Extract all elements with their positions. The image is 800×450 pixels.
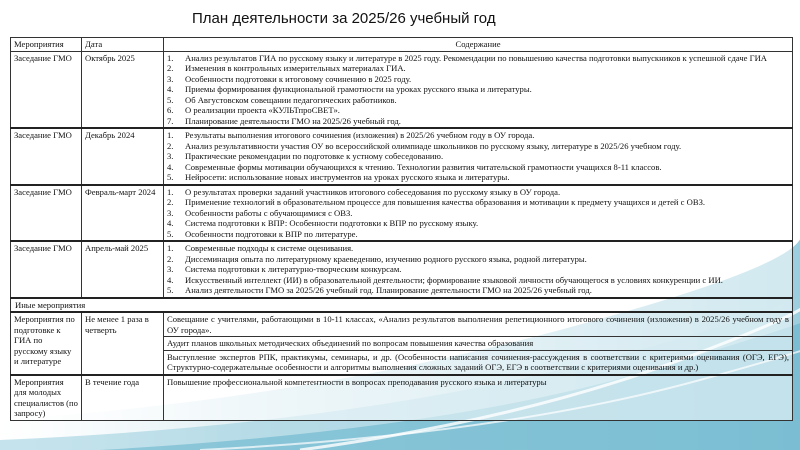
date-cell: Не менее 1 раза в четверть <box>82 312 164 375</box>
event-cell: Заседание ГМО <box>11 128 82 185</box>
other-row <box>11 375 793 421</box>
item-text: Анализ результатов ГИА по русскому языку и литературе в 2025 году. Рекомендации по повышению качества подготовки выпускников к успешной сдаче ГИА <box>185 52 767 63</box>
item-number: 6. <box>167 105 174 115</box>
item-number: 1. <box>167 52 174 63</box>
header-content: Содержание <box>164 38 793 52</box>
item-number: 4. <box>167 218 174 228</box>
item-text: Анализ деятельности ГМО за 2025/26 учебный год. Планирование деятельности ГМО на 2025/26 учебный год. <box>185 285 592 295</box>
meeting-row <box>11 185 793 242</box>
agenda-list <box>167 243 789 296</box>
agenda-list <box>167 187 789 240</box>
item-text: Нейросети: использование новых инструментов на уроках русского языка и литературы. <box>185 172 510 182</box>
item-text: Современные формы мотивации обучающихся к чтению. Технологии развития читательской грамотности учащихся 8-11 классов. <box>185 161 662 172</box>
agenda-list <box>167 130 789 183</box>
item-number: 1. <box>167 186 174 197</box>
item-number: 2. <box>167 140 174 151</box>
item-text: Искусственный интеллект (ИИ) в образовательной деятельности; формирование языковой личности обучающегося в условиях конкуренции с ИИ. <box>185 274 723 285</box>
agenda-item <box>167 105 789 116</box>
item-text: О результатах проверки заданий участников итогового собеседования по русскому языку в ОУ города. <box>185 186 561 197</box>
agenda-item <box>167 141 789 152</box>
agenda-item <box>167 275 789 286</box>
item-number: 7. <box>167 115 174 126</box>
agenda-item <box>167 254 789 265</box>
agenda-item <box>167 243 789 254</box>
content-cell <box>164 51 793 128</box>
item-number: 5. <box>167 228 174 239</box>
item-text: Особенности подготовки к итоговому сочинению в 2025 году. <box>185 73 412 84</box>
other-row <box>11 312 793 337</box>
date-cell: Декабрь 2024 <box>82 128 164 185</box>
item-text: Особенности подготовки к ВПР по литературе. <box>185 228 358 239</box>
item-text: Практические рекомендации по подготовке к устному собеседованию. <box>185 151 444 161</box>
content-cell: Повышение профессиональной компетентности в вопросах преподавания русского языка и литературы <box>164 375 793 421</box>
agenda-item <box>167 74 789 85</box>
page-title: План деятельности за 2025/26 учебный год <box>192 10 496 27</box>
item-number: 3. <box>167 151 174 161</box>
item-number: 2. <box>167 63 174 73</box>
agenda-item <box>167 95 789 106</box>
agenda-item <box>167 116 789 127</box>
item-text: Система подготовки к литературно-творческим конкурсам. <box>185 264 402 274</box>
item-text: Об Августовском совещании педагогических работников. <box>185 94 397 105</box>
plan-table <box>10 37 793 421</box>
event-cell: Заседание ГМО <box>11 51 82 128</box>
agenda-item <box>167 162 789 173</box>
item-number: 5. <box>167 172 174 182</box>
section-title: Иные мероприятия <box>11 298 793 313</box>
agenda-item <box>167 53 789 64</box>
agenda-item <box>167 285 789 296</box>
header-events: Мероприятия <box>11 38 82 52</box>
item-number: 5. <box>167 94 174 105</box>
item-number: 3. <box>167 207 174 218</box>
agenda-item <box>167 264 789 275</box>
item-text: Диссеминация опыта по литературному краеведению, изучению родного русского языка, родной литературы. <box>185 253 587 264</box>
item-number: 1. <box>167 130 174 140</box>
content-cell <box>164 185 793 242</box>
agenda-item <box>167 84 789 95</box>
item-text: Результаты выполнения итогового сочинения (изложения) в 2025/26 учебном году в ОУ города. <box>185 130 535 140</box>
agenda-item <box>167 151 789 162</box>
item-number: 4. <box>167 161 174 172</box>
agenda-list <box>167 53 789 127</box>
item-number: 1. <box>167 243 174 253</box>
agenda-item <box>167 172 789 183</box>
meeting-row <box>11 51 793 128</box>
event-cell: Мероприятия по подготовке к ГИА по русскому языку и литературе <box>11 312 82 375</box>
date-cell: Октябрь 2025 <box>82 51 164 128</box>
content-cell <box>164 128 793 185</box>
item-number: 5. <box>167 285 174 295</box>
agenda-item <box>167 229 789 240</box>
item-number: 4. <box>167 84 174 94</box>
item-text: Изменения в контрольных измерительных материалах ГИА. <box>185 63 406 73</box>
item-number: 3. <box>167 73 174 84</box>
item-text: Особенности работы с обучающимися с ОВЗ. <box>185 207 353 218</box>
item-text: О реализации проекта «КУЛЬТпроСВЕТ». <box>185 105 340 115</box>
table-header-row <box>11 38 793 52</box>
agenda-item <box>167 218 789 229</box>
date-cell: В течение года <box>82 375 164 421</box>
content-cell: Совещание с учителями, работающими в 10-11 классах, «Анализ результатов выполнения репетиционного итогового сочинения (изложения) в 2025/26 учебном году в ОУ города». <box>164 312 793 337</box>
item-text: Система подготовки к ВПР: Особенности подготовки к ВПР по русскому языку. <box>185 218 479 228</box>
content-cell: Выступление экспертов РПК, практикумы, семинары, и др. (Особенности написания сочинения-рассуждения в соответствии с критериями оценивания (ОГЭ, ЕГЭ), Структурно-содержательные особенности и алгоритмы выполнения сложных заданий ОГЭ, ЕГЭ в соответствии с критериями оценивания и др.) <box>164 350 793 375</box>
item-number: 2. <box>167 253 174 264</box>
agenda-item <box>167 63 789 74</box>
header-date: Дата <box>82 38 164 52</box>
item-number: 4. <box>167 274 174 285</box>
agenda-item <box>167 208 789 219</box>
content-cell: Аудит планов школьных методических объединений по вопросам повышения качества образования <box>164 337 793 351</box>
item-text: Планирование деятельности ГМО на 2025/26 учебный год. <box>185 115 401 126</box>
item-text: Анализ результативности участия ОУ во всероссийской олимпиаде школьников по русскому языку, литературе в 2025/26 учебном году. <box>185 140 682 151</box>
event-cell: Заседание ГМО <box>11 185 82 242</box>
agenda-item <box>167 130 789 141</box>
item-number: 2. <box>167 197 174 207</box>
agenda-item <box>167 187 789 198</box>
event-cell: Заседание ГМО <box>11 241 82 298</box>
agenda-item <box>167 197 789 208</box>
event-cell: Мероприятия для молодых специалистов (по запросу) <box>11 375 82 421</box>
meeting-row <box>11 241 793 298</box>
date-cell: Февраль-март 2024 <box>82 185 164 242</box>
item-text: Современные подходы к системе оценивания. <box>185 243 354 253</box>
item-text: Приемы формирования функциональной грамотности на уроках русского языка и литературы. <box>185 84 532 94</box>
content-cell <box>164 241 793 298</box>
item-number: 3. <box>167 264 174 274</box>
item-text: Применение технологий в образовательном процессе для повышения качества образования и мотивации к предмету учащихся и детей с ОВЗ. <box>185 197 706 207</box>
date-cell: Апрель-май 2025 <box>82 241 164 298</box>
meeting-row <box>11 128 793 185</box>
section-row <box>11 298 793 313</box>
